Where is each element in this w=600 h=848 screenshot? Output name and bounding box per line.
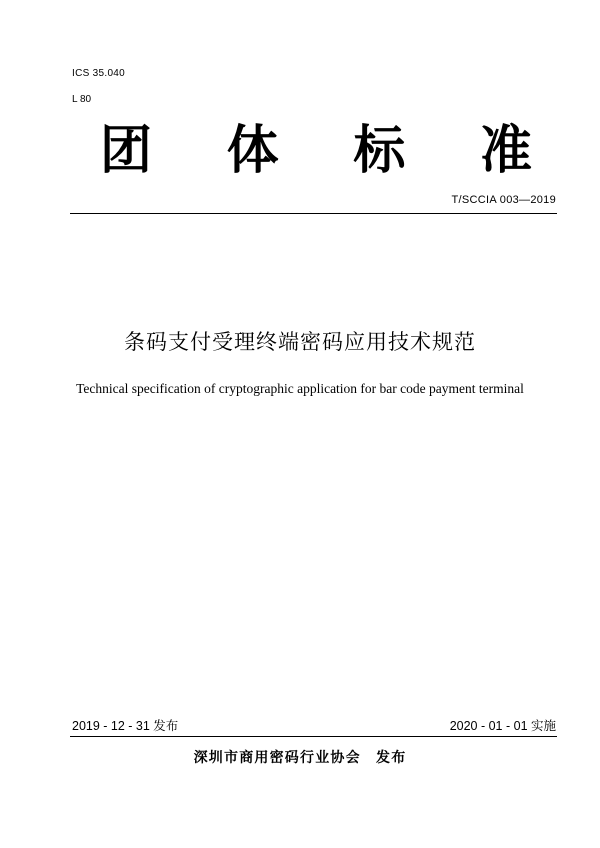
heading-char-4: 准 xyxy=(479,121,532,181)
document-type-heading xyxy=(100,118,532,184)
heading-char-3: 标 xyxy=(353,121,406,181)
ics-code: ICS 35.040 xyxy=(72,68,126,79)
heading-char-1: 团 xyxy=(100,121,153,181)
bottom-divider xyxy=(70,736,557,737)
implementation-date: 2020 - 01 - 01 实施 xyxy=(449,719,556,733)
publish-date: 2019 - 12 - 31 发布 xyxy=(72,719,179,733)
english-title: Technical specification of cryptographic application for bar code payment terminal xyxy=(76,381,524,396)
heading-char-2: 体 xyxy=(226,121,279,181)
issuer: 深圳市商用密码行业协会 发布 xyxy=(193,750,407,766)
top-divider xyxy=(70,213,557,214)
classification-code: L 80 xyxy=(72,94,92,105)
standard-number: T/SCCIA 003—2019 xyxy=(451,194,556,206)
chinese-title: 条码支付受理终端密码应用技术规范 xyxy=(124,330,476,354)
